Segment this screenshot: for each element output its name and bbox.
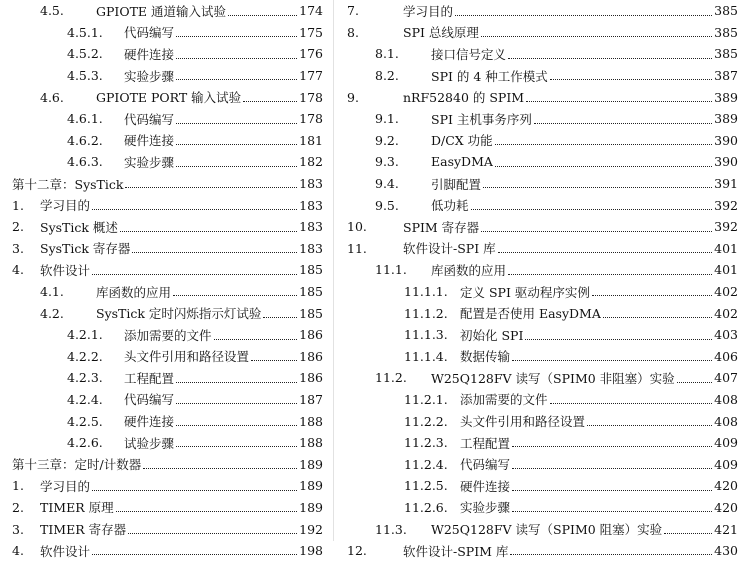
toc-entry-title: GPIOTE 通道输入试验 [96,3,227,19]
toc-entry-title: 初始化 SPI [460,327,524,343]
toc-entry-page-number: 178 [299,89,323,105]
toc-entry[interactable] [347,410,738,432]
toc-entry-number: 11.2. [375,370,407,386]
toc-entry-page-number: 177 [299,68,323,84]
toc-entry[interactable] [12,108,323,130]
dot-leader [471,209,713,210]
toc-entry-title: 实验步骤 [460,500,511,516]
toc-entry[interactable] [347,389,738,411]
toc-entry-title: 代码编写 [124,25,175,41]
toc-entry-number: 9.1. [375,111,399,127]
toc-entry-title: 软件设计 [40,543,91,559]
toc-entry-page-number: 185 [299,262,323,278]
toc-entry-title: SPI 主机事务序列 [431,111,532,127]
toc-entry-page-number: 183 [299,197,323,213]
dot-leader [512,360,712,361]
dot-leader [214,339,298,340]
toc-entry-title: D/CX 功能 [431,133,493,149]
toc-entry-title: SPI 总线原理 [403,25,479,41]
toc-entry-title: 硬件连接 [124,46,175,62]
dot-leader [128,533,297,534]
toc-entry[interactable] [347,151,738,173]
toc-entry[interactable] [347,108,738,130]
dot-leader [508,58,712,59]
toc-entry[interactable] [347,216,738,238]
toc-entry-number: 4.6.1. [67,111,103,127]
toc-entry-title: 添加需要的文件 [124,327,212,343]
toc-entry-title: TIMER 寄存器 [40,522,127,538]
dot-leader [263,317,297,318]
dot-leader [176,403,297,404]
toc-entry-number: 1. [12,478,24,494]
toc-entry-title: 第十二章：SysTick [12,176,124,192]
toc-entry-number: 9. [347,89,359,105]
toc-entry-number: 4.1. [40,284,64,300]
toc-entry-number: 9.3. [375,154,399,170]
toc-entry-title: SPI 的 4 种工作模式 [431,68,548,84]
dot-leader [176,144,297,145]
dot-leader [534,123,712,124]
toc-entry[interactable] [347,540,738,561]
toc-entry-title: 学习目的 [40,478,91,494]
toc-entry-title: W25Q128FV 读写（SPIM0 非阻塞）实验 [431,370,675,386]
toc-entry-page-number: 406 [714,348,738,364]
dot-leader [243,101,297,102]
toc-entry-number: 11.1. [375,262,407,278]
toc-entry-number: 11.2.6. [404,499,448,515]
toc-entry[interactable] [12,540,323,561]
toc-entry-number: 4. [12,262,24,278]
toc-entry-title: 实验步骤 [124,68,175,84]
toc-entry[interactable] [12,518,323,540]
toc-entry-number: 11.2.4. [404,456,448,472]
toc-entry-number: 11.3. [375,521,407,537]
dot-leader [120,231,297,232]
toc-entry-title: GPIOTE PORT 输入试验 [96,90,242,106]
toc-entry-number: 11.2.3. [404,435,448,451]
toc-entry-page-number: 409 [714,435,738,451]
dot-leader [176,123,297,124]
dot-leader [125,187,297,188]
toc-entry-page-number: 183 [299,176,323,192]
toc-entry-page-number: 401 [714,262,738,278]
toc-entry-number: 4.5.1. [67,24,103,40]
toc-entry-number: 4.6.2. [67,132,103,148]
toc-entry[interactable] [12,346,323,368]
toc-entry-title: 代码编写 [460,457,511,473]
toc-entry[interactable] [347,346,738,368]
toc-entry-page-number: 174 [299,3,323,19]
toc-entry-number: 9.4. [375,176,399,192]
toc-entry[interactable] [12,367,323,389]
toc-entry-title: 工程配置 [460,435,511,451]
dot-leader [508,274,712,275]
toc-entry-number: 3. [12,521,24,537]
toc-entry-title: 头文件引用和路径设置 [124,349,250,365]
toc-entry[interactable] [347,22,738,44]
toc-entry-number: 3. [12,240,24,256]
toc-entry[interactable] [12,453,323,475]
dot-leader [228,15,297,16]
dot-leader [592,295,712,296]
toc-entry-page-number: 182 [299,154,323,170]
toc-entry-number: 4.2. [40,305,64,321]
toc-entry-number: 9.5. [375,197,399,213]
dot-leader [143,468,297,469]
dot-leader [495,144,712,145]
dot-leader [512,511,712,512]
toc-entry-number: 2. [12,219,24,235]
toc-right-column [347,0,738,561]
toc-entry-number: 4.5. [40,3,64,19]
toc-entry-number: 7. [347,3,359,19]
toc-entry-number: 4.2.1. [67,327,103,343]
dot-leader [176,382,297,383]
toc-entry[interactable] [347,194,738,216]
dot-leader [512,490,712,491]
toc-entry-number: 1. [12,197,24,213]
toc-entry-page-number: 192 [299,521,323,537]
toc-entry-page-number: 175 [299,24,323,40]
toc-entry-page-number: 185 [299,284,323,300]
toc-entry-page-number: 185 [299,305,323,321]
toc-entry-number: 8.2. [375,68,399,84]
toc-entry-title: 库函数的应用 [431,262,507,278]
dot-leader [603,317,712,318]
toc-entry-number: 11.1.2. [404,305,448,321]
toc-entry[interactable] [12,130,323,152]
dot-leader [92,490,297,491]
toc-entry-title: 软件设计-SPIM 库 [403,543,509,559]
toc-entry[interactable] [347,86,738,108]
toc-entry-page-number: 402 [714,305,738,321]
toc-entry-page-number: 188 [299,413,323,429]
toc-entry-number: 4.2.3. [67,370,103,386]
toc-entry[interactable] [347,43,738,65]
toc-entry-page-number: 198 [299,543,323,559]
toc-entry[interactable] [347,432,738,454]
toc-entry-number: 12. [347,543,367,559]
toc-left-column [12,0,323,561]
toc-entry-page-number: 401 [714,240,738,256]
toc-entry[interactable] [12,86,323,108]
toc-entry-title: 库函数的应用 [96,284,172,300]
toc-entry-number: 11.1.3. [404,327,448,343]
toc-entry-title: 添加需要的文件 [460,392,548,408]
toc-entry-title: W25Q128FV 读写（SPIM0 阻塞）实验 [431,522,663,538]
toc-entry-number: 4.2.6. [67,435,103,451]
toc-entry-title: 低功耗 [431,198,469,214]
toc-entry[interactable] [347,130,738,152]
toc-entry-page-number: 181 [299,132,323,148]
toc-entry-page-number: 385 [714,3,738,19]
toc-entry-page-number: 187 [299,391,323,407]
toc-entry-number: 4.2.4. [67,391,103,407]
dot-leader [92,209,297,210]
toc-entry-title: 定义 SPI 驱动程序实例 [460,284,590,300]
toc-entry[interactable] [12,302,323,324]
toc-entry-number: 4.2.2. [67,348,103,364]
toc-entry-title: 软件设计 [40,262,91,278]
toc-entry[interactable] [347,259,738,281]
toc-entry-page-number: 387 [714,68,738,84]
toc-entry-number: 4.2.5. [67,413,103,429]
dot-leader [664,533,712,534]
toc-entry[interactable] [347,518,738,540]
toc-entry-title: 代码编写 [124,111,175,127]
toc-entry-page-number: 390 [714,132,738,148]
toc-entry[interactable] [347,281,738,303]
dot-leader [510,554,712,555]
toc-entry[interactable] [12,194,323,216]
toc-entry[interactable] [347,453,738,475]
toc-entry[interactable] [12,216,323,238]
dot-leader [92,554,297,555]
toc-entry[interactable] [12,324,323,346]
toc-entry-page-number: 176 [299,46,323,62]
toc-entry-number: 9.2. [375,132,399,148]
dot-leader [176,425,297,426]
toc-entry[interactable] [12,281,323,303]
dot-leader [512,468,712,469]
toc-entry-title: 引脚配置 [431,176,482,192]
toc-entry-page-number: 189 [299,456,323,472]
toc-entry[interactable] [12,475,323,497]
toc-entry-title: 试验步骤 [124,435,175,451]
dot-leader [481,36,712,37]
toc-entry-number: 4. [12,543,24,559]
toc-entry-title: nRF52840 的 SPIM [403,90,525,106]
toc-entry-title: 接口信号定义 [431,46,507,62]
dot-leader [498,252,713,253]
dot-leader [132,252,297,253]
toc-entry-title: 学习目的 [40,198,91,214]
dot-leader [173,295,297,296]
toc-entry[interactable] [12,0,323,22]
toc-entry[interactable] [12,65,323,87]
dot-leader [483,187,712,188]
toc-entry-number: 11. [347,240,367,256]
toc-entry-page-number: 186 [299,327,323,343]
toc-entry-title: EasyDMA [431,154,493,170]
toc-entry-page-number: 392 [714,219,738,235]
toc-entry-page-number: 178 [299,111,323,127]
dot-leader [176,446,297,447]
dot-leader [525,339,712,340]
toc-entry-number: 11.2.2. [404,413,448,429]
toc-entry-page-number: 430 [714,543,738,559]
toc-entry-page-number: 420 [714,499,738,515]
toc-entry-page-number: 186 [299,370,323,386]
toc-entry-page-number: 390 [714,154,738,170]
toc-entry[interactable] [12,43,323,65]
toc-entry-number: 4.5.2. [67,46,103,62]
toc-entry-title: SysTick 寄存器 [40,241,131,257]
toc-entry-page-number: 183 [299,219,323,235]
toc-entry-number: 10. [347,219,367,235]
toc-entry[interactable] [347,65,738,87]
dot-leader [481,231,712,232]
toc-entry[interactable] [12,410,323,432]
toc-entry[interactable] [12,22,323,44]
dot-leader [92,274,297,275]
toc-entry-page-number: 189 [299,499,323,515]
toc-entry-page-number: 407 [714,370,738,386]
toc-entry-number: 4.5.3. [67,68,103,84]
toc-entry[interactable] [12,238,323,260]
toc-entry-page-number: 385 [714,24,738,40]
dot-leader [176,79,297,80]
toc-entry[interactable] [12,389,323,411]
dot-leader [587,425,712,426]
toc-entry-number: 11.2.5. [404,478,448,494]
dot-leader [526,101,712,102]
toc-entry-title: 硬件连接 [124,414,175,430]
toc-entry-page-number: 409 [714,456,738,472]
toc-entry[interactable] [347,173,738,195]
toc-entry-page-number: 408 [714,413,738,429]
toc-entry[interactable] [347,302,738,324]
toc-entry-page-number: 391 [714,176,738,192]
toc-entry[interactable] [347,367,738,389]
toc-entry-page-number: 183 [299,240,323,256]
toc-entry-number: 11.1.1. [404,284,448,300]
toc-entry-title: 软件设计-SPI 库 [403,241,496,257]
dot-leader [455,15,712,16]
toc-entry[interactable] [12,497,323,519]
toc-entry[interactable] [347,497,738,519]
dot-leader [550,403,713,404]
toc-entry[interactable] [347,475,738,497]
toc-entry-title: SysTick 定时闪烁指示灯试验 [96,306,262,322]
toc-entry-title: 硬件连接 [124,133,175,149]
dot-leader [176,166,297,167]
toc-entry[interactable] [12,432,323,454]
toc-entry-page-number: 421 [714,521,738,537]
toc-entry-page-number: 403 [714,327,738,343]
toc-entry-number: 8. [347,24,359,40]
dot-leader [251,360,297,361]
toc-entry-number: 8.1. [375,46,399,62]
toc-entry[interactable] [12,173,323,195]
toc-entry-page-number: 389 [714,89,738,105]
toc-entry-title: 数据传输 [460,349,511,365]
column-divider [333,0,334,541]
toc-entry-number: 4.6. [40,89,64,105]
dot-leader [550,79,712,80]
toc-entry[interactable] [12,151,323,173]
toc-entry-number: 11.2.1. [404,391,448,407]
dot-leader [116,511,298,512]
toc-entry-number: 11.1.4. [404,348,448,364]
toc-entry-page-number: 385 [714,46,738,62]
toc-entry-page-number: 189 [299,478,323,494]
toc-entry[interactable] [12,259,323,281]
toc-entry-title: SysTick 概述 [40,219,118,235]
toc-entry-page-number: 389 [714,111,738,127]
dot-leader [677,382,712,383]
toc-entry-title: 实验步骤 [124,154,175,170]
dot-leader [176,58,297,59]
toc-entry-page-number: 188 [299,435,323,451]
toc-entry-page-number: 408 [714,391,738,407]
toc-entry-title: 配置是否使用 EasyDMA [460,306,601,322]
toc-entry-page-number: 186 [299,348,323,364]
toc-entry-title: SPIM 寄存器 [403,219,480,235]
toc-entry-title: 工程配置 [124,370,175,386]
toc-entry-number: 4.6.3. [67,154,103,170]
toc-entry[interactable] [347,324,738,346]
dot-leader [495,166,712,167]
toc-entry[interactable] [347,238,738,260]
toc-entry-title: TIMER 原理 [40,500,114,516]
dot-leader [512,446,712,447]
toc-entry[interactable] [347,0,738,22]
toc-entry-title: 学习目的 [403,3,454,19]
toc-entry-number: 2. [12,499,24,515]
toc-entry-page-number: 402 [714,284,738,300]
toc-entry-title: 第十三章：定时/计数器 [12,457,142,473]
toc-entry-title: 代码编写 [124,392,175,408]
toc-entry-title: 头文件引用和路径设置 [460,414,586,430]
toc-entry-title: 硬件连接 [460,478,511,494]
toc-entry-page-number: 392 [714,197,738,213]
dot-leader [176,36,297,37]
toc-entry-page-number: 420 [714,478,738,494]
